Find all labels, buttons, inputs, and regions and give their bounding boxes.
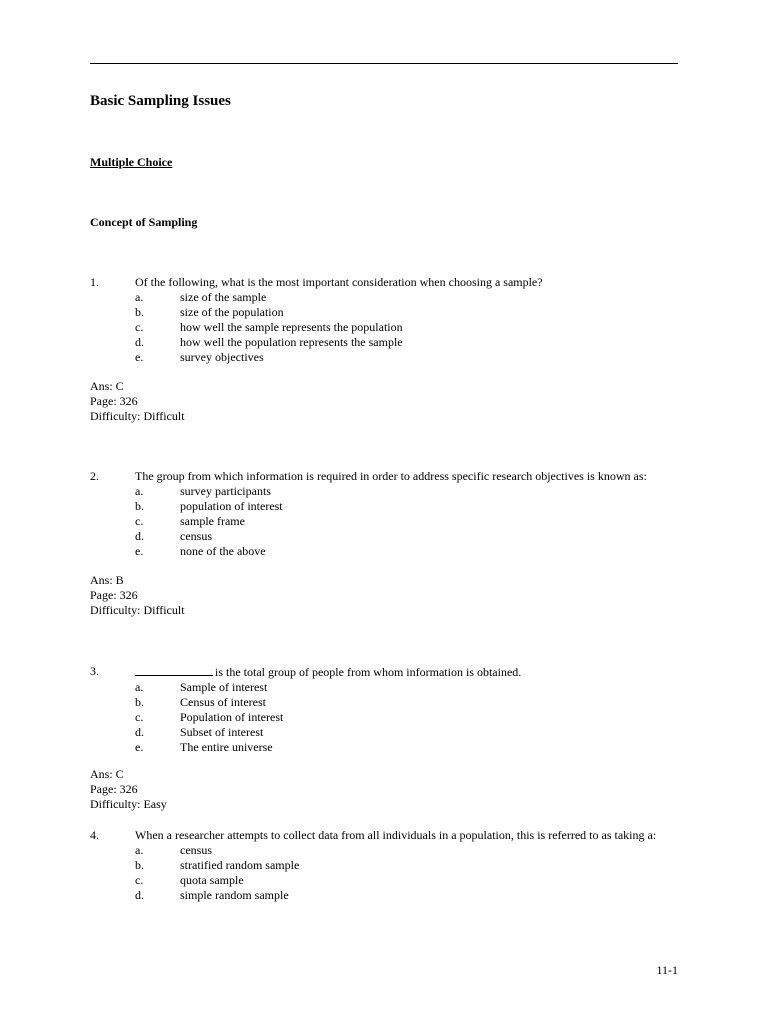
answer-key: Ans: C (90, 379, 124, 393)
option-text: stratified random sample (180, 858, 300, 872)
answer-key: Ans: B (90, 573, 124, 587)
option-text: Subset of interest (180, 725, 264, 739)
option-letter: e. (135, 350, 144, 364)
option-text: quota sample (180, 873, 244, 887)
option-text: population of interest (180, 499, 283, 513)
question-text: When a researcher attempts to collect data from all individuals in a population, this is referred to as taking a: (135, 828, 657, 842)
option-item (90, 873, 680, 888)
option-letter: d. (135, 888, 144, 902)
option-text: size of the sample (180, 290, 267, 304)
option-text: size of the population (180, 305, 284, 319)
question-2 (90, 469, 680, 559)
option-item (90, 544, 680, 559)
option-letter: d. (135, 529, 144, 543)
question-number: 2. (90, 469, 99, 483)
option-text: simple random sample (180, 888, 289, 902)
answer-block-3 (90, 767, 167, 812)
question-text: The group from which information is required in order to address specific research objectives is known as: (135, 469, 647, 483)
question-stem (90, 664, 680, 680)
option-text: how well the population represents the sample (180, 335, 403, 349)
answer-page: Page: 326 (90, 782, 138, 796)
option-letter: a. (135, 843, 144, 857)
answer-page: Page: 326 (90, 588, 138, 602)
option-item (90, 680, 680, 695)
question-stem (90, 828, 680, 843)
option-item (90, 350, 680, 365)
question-text: is the total group of people from whom information is obtained. (215, 665, 522, 679)
question-3 (90, 664, 680, 755)
answer-page: Page: 326 (90, 394, 138, 408)
option-letter: a. (135, 290, 144, 304)
answer-difficulty: Difficulty: Easy (90, 797, 167, 811)
option-text: census (180, 843, 212, 857)
option-text: survey participants (180, 484, 271, 498)
option-item (90, 305, 680, 320)
option-letter: e. (135, 740, 144, 754)
question-4 (90, 828, 680, 903)
answer-difficulty: Difficulty: Difficult (90, 603, 185, 617)
answer-block-1 (90, 379, 185, 424)
option-text: Sample of interest (180, 680, 268, 694)
option-item (90, 529, 680, 544)
option-text: how well the sample represents the population (180, 320, 403, 334)
option-item (90, 335, 680, 350)
header-rule (90, 63, 678, 64)
question-1 (90, 275, 680, 365)
option-letter: c. (135, 320, 144, 334)
option-item (90, 888, 680, 903)
option-item (90, 710, 680, 725)
answer-block-2 (90, 573, 185, 618)
option-item (90, 484, 680, 499)
page-number: 11-1 (656, 963, 678, 977)
question-stem (90, 469, 680, 484)
option-item (90, 725, 680, 740)
option-letter: c. (135, 710, 144, 724)
subsection-heading: Concept of Sampling (90, 215, 198, 229)
question-number: 1. (90, 275, 99, 289)
option-letter: a. (135, 484, 144, 498)
option-text: Population of interest (180, 710, 284, 724)
option-text: The entire universe (180, 740, 273, 754)
option-text: survey objectives (180, 350, 264, 364)
question-text: Of the following, what is the most important consideration when choosing a sample? (135, 275, 543, 289)
option-item (90, 695, 680, 710)
option-letter: d. (135, 335, 144, 349)
option-letter: b. (135, 499, 144, 513)
option-item (90, 320, 680, 335)
option-letter: b. (135, 695, 144, 709)
option-item (90, 499, 680, 514)
option-letter: b. (135, 858, 144, 872)
document-title: Basic Sampling Issues (90, 93, 231, 109)
answer-key: Ans: C (90, 767, 124, 781)
section-heading: Multiple Choice (90, 155, 173, 169)
option-item (90, 858, 680, 873)
option-item (90, 514, 680, 529)
option-letter: c. (135, 514, 144, 528)
fill-in-blank (135, 664, 213, 676)
answer-difficulty: Difficulty: Difficult (90, 409, 185, 423)
option-text: none of the above (180, 544, 266, 558)
option-letter: d. (135, 725, 144, 739)
option-text: census (180, 529, 212, 543)
question-number: 4. (90, 828, 99, 842)
option-text: Census of interest (180, 695, 266, 709)
option-item (90, 740, 680, 755)
option-letter: a. (135, 680, 144, 694)
option-letter: c. (135, 873, 144, 887)
option-item (90, 843, 680, 858)
question-number: 3. (90, 664, 99, 678)
option-letter: e. (135, 544, 144, 558)
question-stem (90, 275, 680, 290)
option-text: sample frame (180, 514, 245, 528)
option-letter: b. (135, 305, 144, 319)
option-item (90, 290, 680, 305)
